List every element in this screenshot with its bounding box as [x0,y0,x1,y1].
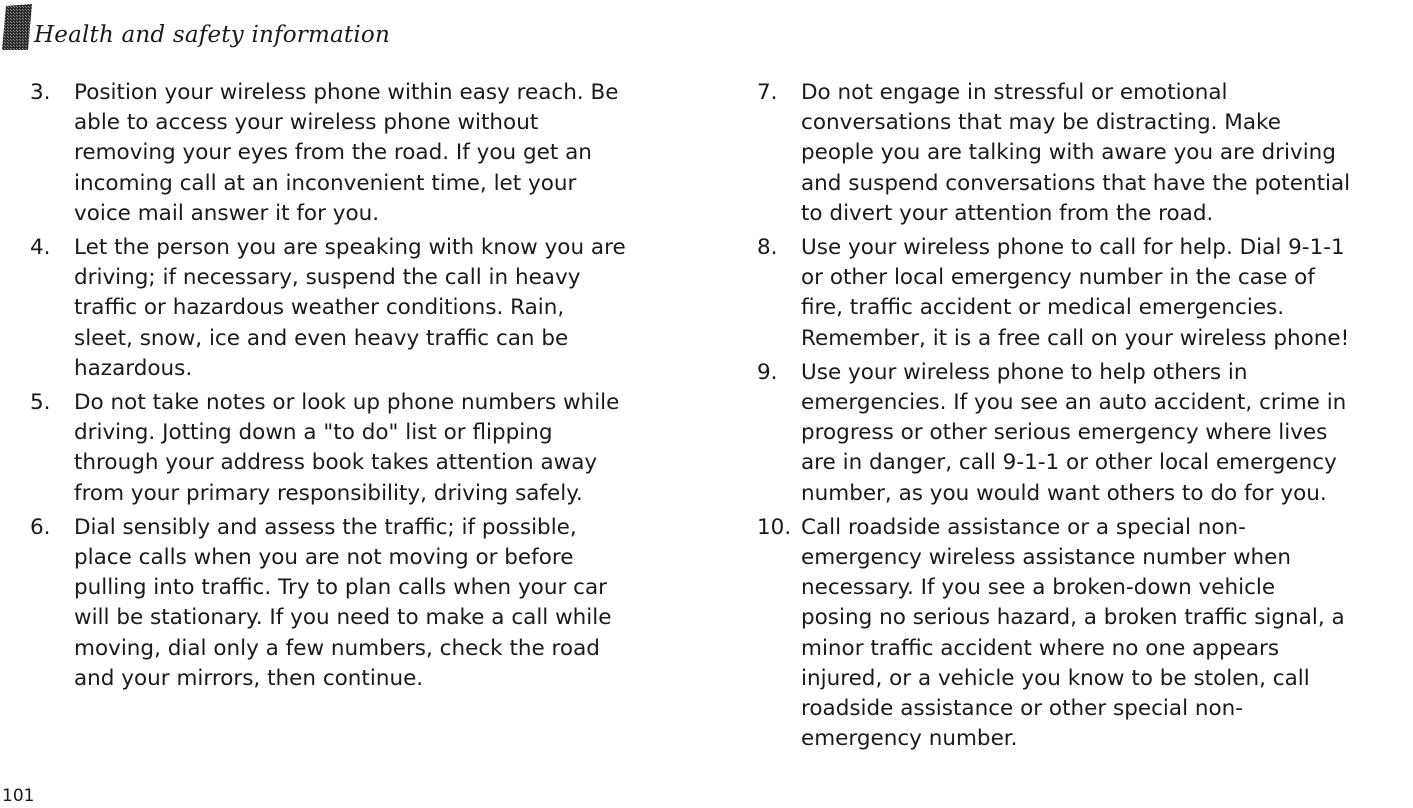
list-item-line: Do not take notes or look up phone numbers while [74,390,620,416]
list-item-line: moving, dial only a few numbers, check the road [74,635,600,661]
list-item-line: from your primary responsibility, driving safely. [74,480,583,506]
list-item-line: voice mail answer it for you. [74,200,380,226]
list-item-line: Dial sensibly and assess the traffic; if possible, [74,514,577,540]
list-item-text [801,358,1413,509]
list-item-line: Call roadside assistance or a special non- [801,514,1246,540]
list-item-line: to divert your attention from the road. [801,200,1214,226]
list-item-number: 4. [30,235,51,261]
list-item-number: 9. [757,359,778,385]
list-item [757,233,1413,354]
list-item-line: progress or other serious emergency where lives [801,420,1328,446]
list-item-line: traffic or hazardous weather conditions. Rain, [74,295,565,321]
list-item-line: emergencies. If you see an auto accident, crime in [801,390,1347,416]
list-item-line: emergency number. [801,726,1018,752]
left-column-list [30,78,690,698]
right-column-list [757,78,1413,758]
list-item-line: injured, or a vehicle you know to be stolen, call [801,665,1310,691]
list-item-line: necessary. If you see a broken-down vehicle [801,575,1276,601]
list-item-number: 7. [757,80,778,105]
list-item-text [74,233,690,384]
list-item [757,78,1413,229]
list-item-line: or other local emergency number in the case of [801,265,1315,291]
list-item-line: sleet, snow, ice and even heavy traffic can be [74,325,569,351]
list-item-line: Do not engage in stressful or emotional [801,80,1228,105]
section-title: Health and safety information [34,22,390,48]
list-item-line: emergency wireless assistance number when [801,545,1292,571]
list-item [30,78,690,229]
list-item-line: through your address book takes attention away [74,450,598,476]
list-item-line: Let the person you are speaking with know you are [74,235,626,261]
list-item-line: conversations that may be distracting. Make [801,110,1281,136]
list-item-line: people you are talking with aware you are driving [801,140,1336,166]
list-item-line: Remember, it is a free call on your wireless phone! [801,325,1350,351]
list-item-line: hazardous. [74,355,193,381]
section-marker-icon [2,4,32,50]
list-item-line: minor traffic accident where no one appears [801,635,1280,661]
list-item-number: 6. [30,514,51,540]
list-item-number: 5. [30,390,51,416]
list-item-line: posing no serious hazard, a broken traffic signal, a [801,605,1345,631]
page-header [0,0,420,60]
list-item-line: roadside assistance or other special non- [801,696,1244,722]
list-item-line: place calls when you are not moving or before [74,545,574,571]
list-item-line: incoming call at an inconvenient time, let your [74,170,577,196]
list-item [757,513,1413,755]
list-item-text [74,388,690,509]
list-item-number: 10. [757,514,792,540]
list-item-line: Use your wireless phone to help others in [801,359,1248,385]
list-item-text [74,513,690,694]
list-item-text [801,78,1413,229]
list-item-number: 8. [757,235,778,261]
list-item-line: and your mirrors, then continue. [74,665,424,691]
list-item-text [74,78,690,229]
list-item [757,358,1413,509]
list-item-line: driving. Jotting down a "to do" list or flipping [74,420,553,446]
list-item-line: able to access your wireless phone without [74,110,539,136]
list-item-number: 3. [30,80,51,105]
list-item-line: are in danger, call 9-1-1 or other local emergency [801,450,1337,476]
list-item [30,233,690,384]
list-item-line: and suspend conversations that have the potential [801,170,1351,196]
list-item-line: will be stationary. If you need to make a call while [74,605,612,631]
list-item [30,513,690,694]
list-item-line: number, as you would want others to do for you. [801,480,1327,506]
list-item [30,388,690,509]
list-item-line: pulling into traffic. Try to plan calls when your car [74,575,607,601]
list-item-line: fire, traffic accident or medical emergencies. [801,295,1285,321]
page-number: 101 [2,786,35,806]
list-item-text [801,513,1413,755]
list-item-line: Use your wireless phone to call for help. Dial 9-1-1 [801,235,1345,261]
list-item-line: driving; if necessary, suspend the call in heavy [74,265,581,291]
list-item-text [801,233,1413,354]
list-item-line: Position your wireless phone within easy reach. Be [74,80,619,105]
list-item-line: removing your eyes from the road. If you get an [74,140,592,166]
